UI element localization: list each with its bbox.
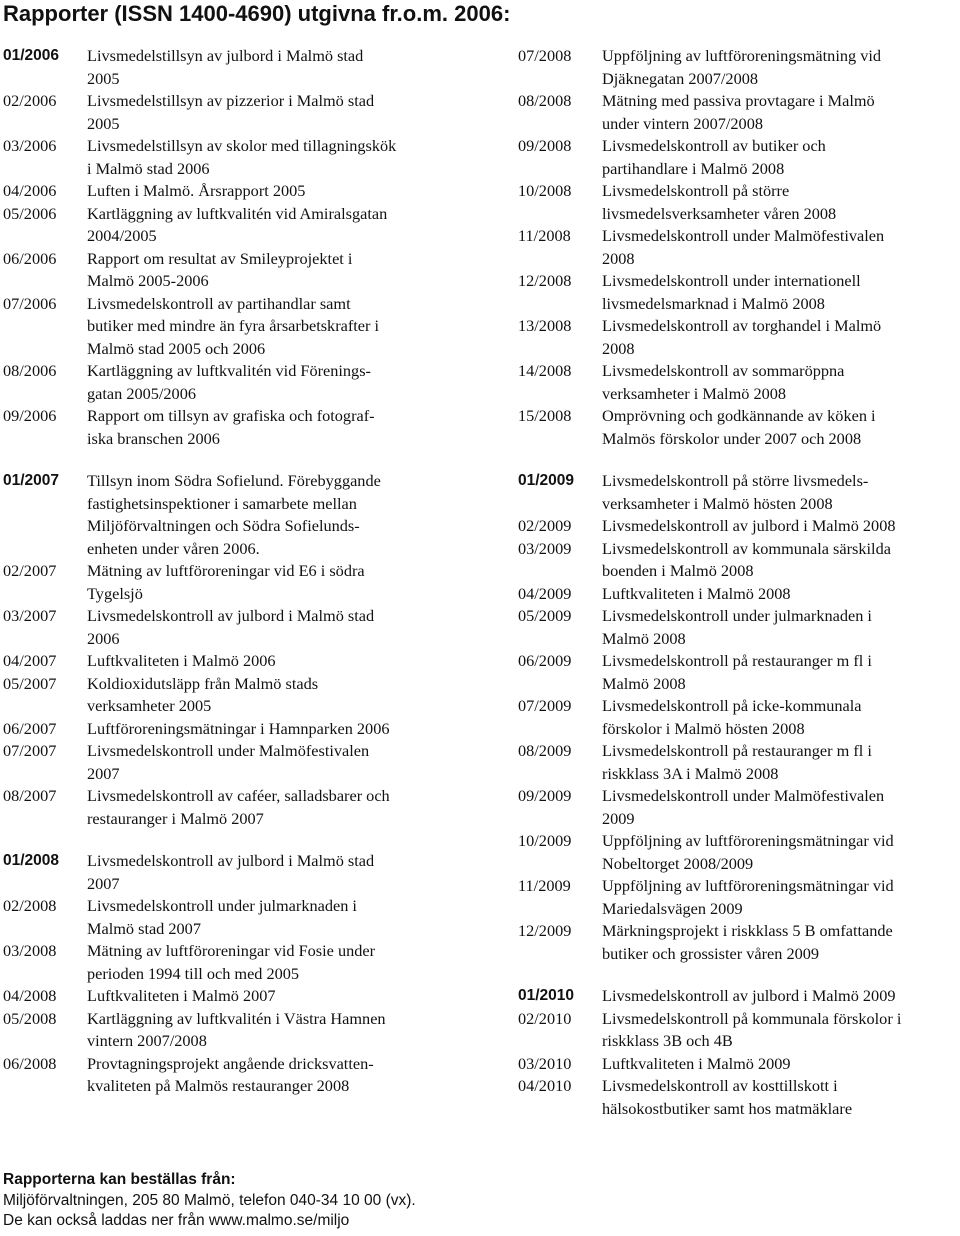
report-title: Rapport om resultat av Smileyprojektet i Malmö 2005-2006 — [87, 248, 353, 290]
report-entry — [518, 360, 958, 405]
report-title: Märkningsprojekt i riskklass 5 B omfattande butiker och grossister våren 2009 — [602, 921, 893, 963]
report-title: Livsmedelskontroll på icke-kommunala förskolor i Malmö hösten 2008 — [602, 696, 862, 738]
ordering-info — [3, 1170, 416, 1232]
report-entry — [3, 45, 463, 90]
report-title: Livsmedelskontroll av julbord i Malmö stad 2007 — [87, 851, 375, 893]
report-entry — [3, 360, 463, 405]
report-title: Mätning av luftföroreningar vid E6 i södra Tygelsjö — [87, 561, 365, 603]
report-number: 03/2008 — [3, 941, 57, 960]
report-title: Livsmedelskontroll under julmarknaden i Malmö stad 2007 — [87, 896, 357, 938]
report-title: Livsmedelskontroll av partihandlar samt butiker med mindre än fyra årsarbetskrafter i Malmö stad 2005 och 2006 — [87, 293, 380, 358]
report-entry — [518, 225, 958, 270]
report-title: Livsmedelskontroll under internationell livsmedelsmarknad i Malmö 2008 — [602, 271, 861, 313]
report-number: 09/2006 — [3, 406, 57, 425]
report-entry — [518, 740, 958, 785]
report-entry — [3, 293, 463, 361]
report-title: Kartläggning av luftkvalitén vid Amiralsgatan 2004/2005 — [87, 203, 388, 245]
report-number: 04/2008 — [3, 986, 57, 1005]
report-entry — [518, 1008, 958, 1053]
report-number: 02/2009 — [518, 516, 572, 535]
report-entry — [3, 470, 463, 560]
report-entry — [3, 650, 463, 673]
report-number: 03/2007 — [3, 606, 57, 625]
report-number: 04/2010 — [518, 1076, 572, 1095]
report-number: 11/2009 — [518, 876, 571, 895]
report-year-group — [3, 850, 463, 1098]
report-entry — [3, 1008, 463, 1053]
report-title: Livsmedelstillsyn av pizzerior i Malmö stad 2005 — [87, 91, 375, 133]
ordering-heading: Rapporterna kan beställas från: — [3, 1171, 236, 1188]
report-title: Livsmedelskontroll under julmarknaden i Malmö 2008 — [602, 606, 872, 648]
report-title: Luftföroreningsmätningar i Hamnparken 2006 — [87, 718, 390, 738]
report-number: 03/2010 — [518, 1053, 572, 1073]
report-entry — [3, 985, 463, 1008]
report-entry — [518, 1075, 958, 1120]
report-title: Luftkvaliteten i Malmö 2006 — [87, 651, 276, 670]
report-number: 05/2008 — [3, 1008, 57, 1028]
report-title: Mätning av luftföroreningar vid Fosie under perioden 1994 till och med 2005 — [87, 941, 376, 983]
report-entry — [3, 180, 463, 203]
report-title: Tillsyn inom Södra Sofielund. Förebyggande fastighetsinspektioner i samarbete mellan Miljöförvaltningen och Södra Sofielunds- enheten under våren 2006. — [87, 471, 381, 558]
report-title: Kartläggning av luftkvalitén i Västra Hamnen vintern 2007/2008 — [87, 1008, 386, 1050]
report-title: Livsmedelskontroll av julbord i Malmö 2009 — [602, 986, 896, 1005]
report-number: 13/2008 — [518, 316, 572, 335]
report-entry — [3, 1053, 463, 1098]
report-entry — [518, 470, 958, 515]
report-number: 01/2010 — [518, 987, 575, 1004]
report-number: 08/2007 — [3, 786, 57, 805]
download-info: De kan också laddas ner från www.malmo.se/miljo — [3, 1212, 350, 1229]
report-title: Livsmedelskontroll på större livsmedels- verksamheter i Malmö hösten 2008 — [602, 471, 869, 513]
report-title: Livsmedelskontroll under Malmöfestivalen 2007 — [87, 741, 370, 783]
report-title: Luftkvaliteten i Malmö 2009 — [602, 1053, 791, 1073]
report-title: Livsmedelskontroll av butiker och partihandlare i Malmö 2008 — [602, 136, 826, 178]
report-entry — [518, 583, 958, 606]
report-title: Livsmedelskontroll av kosttillskott i hälsokostbutiker samt hos matmäklare — [602, 1076, 853, 1118]
report-entry — [518, 45, 958, 90]
report-title: Livsmedelstillsyn av julbord i Malmö stad 2005 — [87, 46, 364, 88]
report-number: 04/2007 — [3, 651, 57, 670]
report-number: 08/2009 — [518, 741, 572, 760]
report-title: Uppföljning av luftföroreningsmätningar vid Nobeltorget 2008/2009 — [602, 831, 894, 873]
report-number: 07/2007 — [3, 741, 57, 760]
report-entry — [3, 560, 463, 605]
report-title: Uppföljning av luftföroreningsmätning vid Djäknegatan 2007/2008 — [602, 46, 881, 88]
report-number: 05/2009 — [518, 606, 572, 625]
report-number: 03/2006 — [3, 136, 57, 155]
report-number: 10/2008 — [518, 181, 572, 200]
report-entry — [3, 248, 463, 293]
report-number: 07/2009 — [518, 696, 572, 715]
report-entry — [518, 605, 958, 650]
report-title: Luftkvaliteten i Malmö 2007 — [87, 986, 276, 1005]
report-title: Livsmedelskontroll av sommaröppna verksamheter i Malmö 2008 — [602, 361, 845, 403]
report-number: 12/2009 — [518, 921, 572, 940]
report-entry — [518, 920, 958, 965]
report-entry — [3, 90, 463, 135]
report-number: 02/2008 — [3, 896, 57, 915]
report-title: Omprövning och godkännande av köken i Malmös förskolor under 2007 och 2008 — [602, 406, 876, 448]
report-entry — [518, 180, 958, 225]
report-title: Uppföljning av luftföroreningsmätningar vid Mariedalsvägen 2009 — [602, 876, 894, 918]
report-year-group — [3, 470, 463, 830]
report-number: 09/2008 — [518, 136, 572, 155]
report-entry — [3, 740, 463, 785]
report-entry — [518, 875, 958, 920]
report-entry — [518, 405, 958, 450]
report-title: Livsmedelskontroll på kommunala förskolor i riskklass 3B och 4B — [602, 1008, 902, 1050]
report-title: Livsmedelskontroll på restauranger m fl i riskklass 3A i Malmö 2008 — [602, 741, 872, 783]
report-year-group — [518, 985, 958, 1120]
report-number: 02/2007 — [3, 561, 57, 580]
report-title: Livsmedelskontroll under Malmöfestivalen 2009 — [602, 786, 885, 828]
report-entry — [3, 940, 463, 985]
report-title: Mätning med passiva provtagare i Malmö under vintern 2007/2008 — [602, 91, 875, 133]
report-entry — [3, 895, 463, 940]
report-number: 04/2009 — [518, 583, 572, 603]
report-entry — [3, 673, 463, 718]
report-title: Koldioxidutsläpp från Malmö stads verksamheter 2005 — [87, 673, 319, 715]
report-title: Livsmedelskontroll på större livsmedelsverksamheter våren 2008 — [602, 181, 837, 223]
report-title: Livsmedelskontroll av julbord i Malmö stad 2006 — [87, 606, 375, 648]
report-title: Luftkvaliteten i Malmö 2008 — [602, 583, 791, 603]
report-entry — [518, 270, 958, 315]
report-entry — [518, 695, 958, 740]
report-title: Livsmedelskontroll av torghandel i Malmö 2008 — [602, 316, 882, 358]
report-year-group — [3, 45, 463, 450]
ordering-address: Miljöförvaltningen, 205 80 Malmö, telefon 040-34 10 00 (vx). — [3, 1191, 416, 1209]
report-entry — [518, 538, 958, 583]
report-title: Livsmedelskontroll av julbord i Malmö 2008 — [602, 516, 896, 535]
page-title: Rapporter (ISSN 1400-4690) utgivna fr.o.m. 2006: — [3, 1, 511, 26]
report-title: Kartläggning av luftkvalitén vid Förenings- gatan 2005/2006 — [87, 361, 371, 403]
report-entry — [3, 718, 463, 741]
report-title: Luften i Malmö. Årsrapport 2005 — [87, 181, 306, 200]
report-number: 12/2008 — [518, 271, 572, 290]
report-number: 01/2009 — [518, 472, 575, 489]
report-number: 09/2009 — [518, 786, 572, 805]
report-number: 07/2008 — [518, 46, 572, 65]
report-entry — [518, 785, 958, 830]
report-list-left-column — [3, 45, 463, 1098]
report-entry — [3, 203, 463, 248]
report-number: 08/2006 — [3, 361, 57, 380]
report-number: 02/2010 — [518, 1008, 572, 1028]
report-number: 11/2008 — [518, 226, 571, 245]
report-number: 02/2006 — [3, 91, 57, 110]
report-number: 08/2008 — [518, 91, 572, 110]
report-number: 03/2009 — [518, 538, 572, 558]
report-number: 06/2007 — [3, 718, 57, 738]
report-entry — [518, 515, 958, 538]
report-number: 06/2006 — [3, 248, 57, 268]
report-number: 07/2006 — [3, 293, 57, 313]
report-title: Livsmedelskontroll av kommunala särskilda boenden i Malmö 2008 — [602, 538, 891, 580]
report-title: Livsmedelstillsyn av skolor med tillagningskök i Malmö stad 2006 — [87, 136, 397, 178]
report-entry — [3, 405, 463, 450]
report-number: 01/2007 — [3, 472, 60, 489]
report-entry — [518, 830, 958, 875]
report-title: Rapport om tillsyn av grafiska och fotograf- iska branschen 2006 — [87, 406, 375, 448]
report-entry — [3, 605, 463, 650]
report-entry — [518, 985, 958, 1008]
report-number: 10/2009 — [518, 831, 572, 850]
report-entry — [518, 650, 958, 695]
report-title: Livsmedelskontroll på restauranger m fl i Malmö 2008 — [602, 651, 872, 693]
report-year-group — [518, 470, 958, 965]
report-number: 01/2006 — [3, 47, 60, 64]
report-entry — [3, 785, 463, 830]
report-number: 01/2008 — [3, 852, 60, 869]
report-number: 06/2008 — [3, 1053, 57, 1073]
report-number: 04/2006 — [3, 181, 57, 200]
report-entry — [518, 315, 958, 360]
report-number: 05/2007 — [3, 673, 57, 693]
report-title: Provtagningsprojekt angående dricksvatten- kvaliteten på Malmös restauranger 2008 — [87, 1053, 374, 1095]
report-number: 05/2006 — [3, 203, 57, 223]
report-entry — [518, 135, 958, 180]
report-entry — [518, 90, 958, 135]
report-number: 15/2008 — [518, 406, 572, 425]
report-entry — [3, 850, 463, 895]
report-title: Livsmedelskontroll av caféer, salladsbarer och restauranger i Malmö 2007 — [87, 786, 390, 828]
report-entry — [518, 1053, 958, 1076]
report-entry — [3, 135, 463, 180]
report-title: Livsmedelskontroll under Malmöfestivalen 2008 — [602, 226, 885, 268]
report-number: 06/2009 — [518, 651, 572, 670]
report-year-group — [518, 45, 958, 450]
report-list-right-column — [518, 45, 958, 1120]
report-number: 14/2008 — [518, 361, 572, 380]
